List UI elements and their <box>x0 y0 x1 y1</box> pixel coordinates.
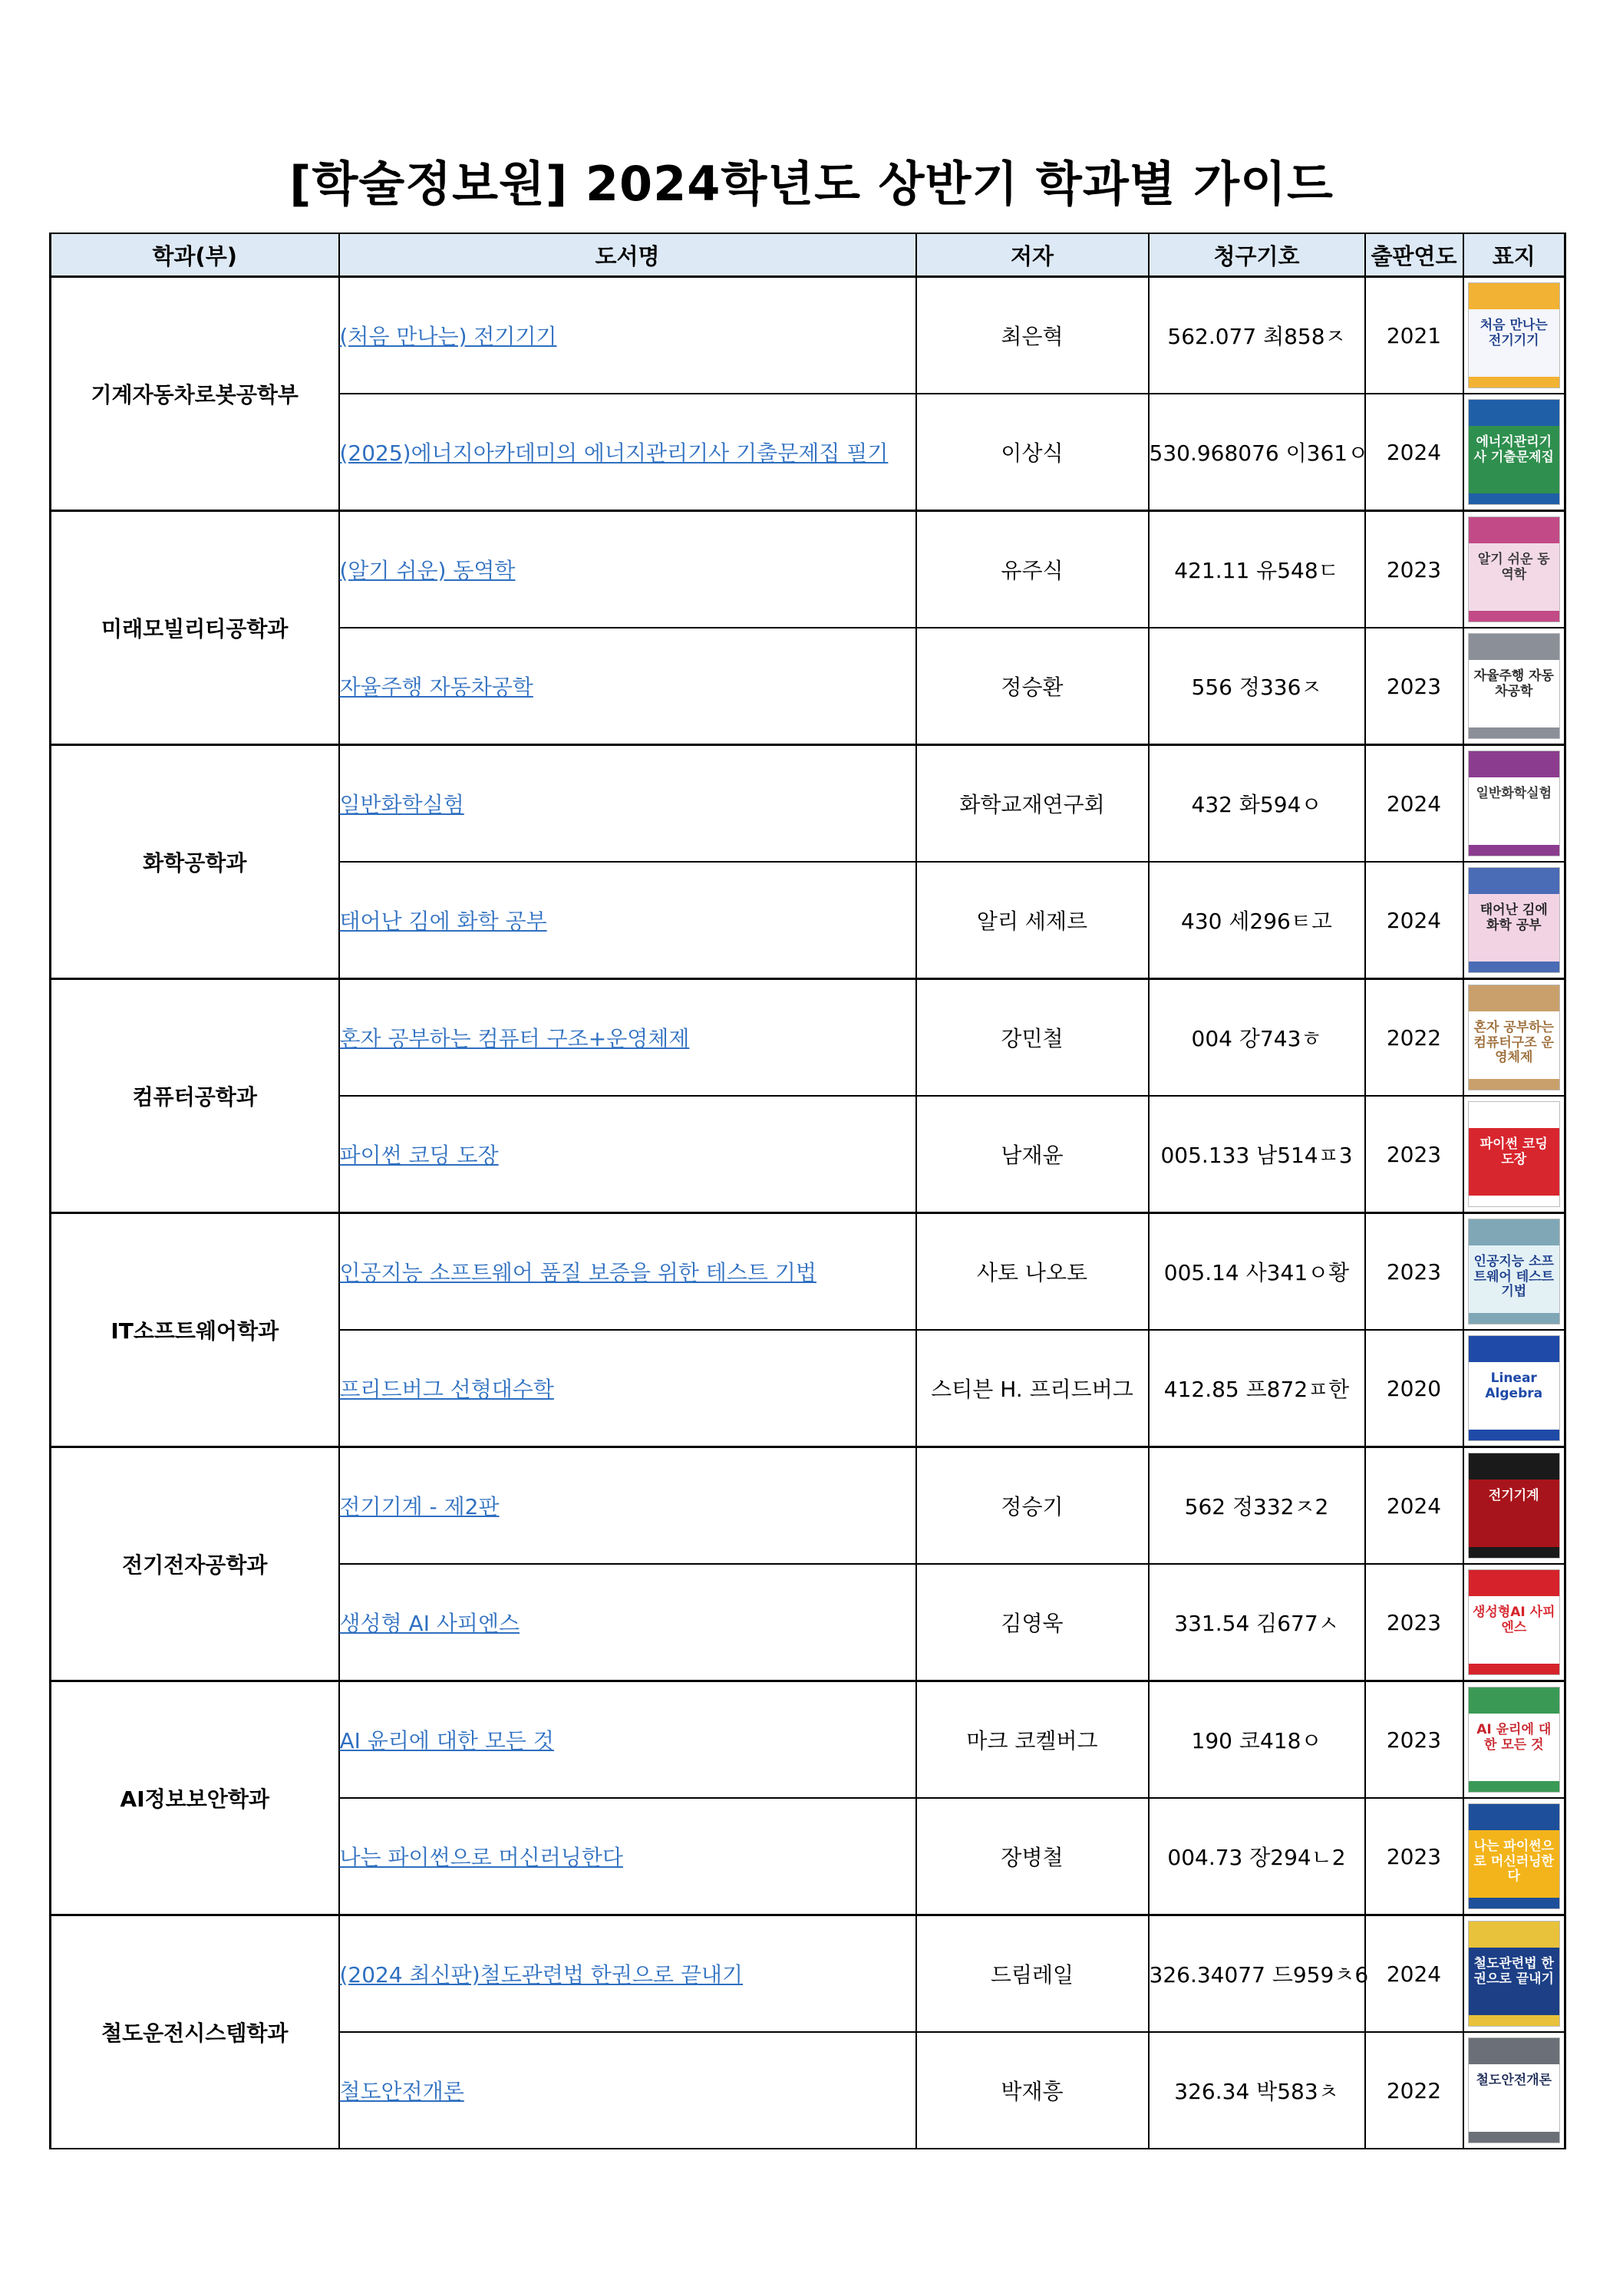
cover-cell <box>1463 2032 1565 2149</box>
publication-year: 2023 <box>1365 1096 1463 1213</box>
cover-cell <box>1463 1096 1565 1213</box>
cover-band-bottom <box>1469 493 1559 504</box>
cover-title-text: 처음 만나는 전기기기 <box>1480 318 1548 348</box>
cover-band-bottom <box>1469 1196 1559 1206</box>
cover-band-top <box>1469 1570 1559 1596</box>
book-author: 정승환 <box>916 628 1149 745</box>
publication-year: 2024 <box>1365 394 1463 511</box>
call-number: 331.54 김677ㅅ <box>1149 1564 1365 1681</box>
book-title-cell <box>339 1915 916 2033</box>
book-title-cell <box>339 745 916 863</box>
publication-year: 2023 <box>1365 1681 1463 1799</box>
book-cover-image[interactable] <box>1468 516 1560 622</box>
book-title-cell <box>339 1447 916 1565</box>
cover-band-bottom <box>1469 1313 1559 1324</box>
cover-band-bottom <box>1469 1664 1559 1674</box>
book-title-link[interactable]: 나는 파이썬으로 머신러닝한다 <box>339 1845 623 1870</box>
book-title-cell <box>339 1330 916 1447</box>
cover-band-bottom <box>1469 727 1559 738</box>
book-title-link[interactable]: 프리드버그 선형대수학 <box>339 1377 554 1402</box>
book-cover-image[interactable] <box>1468 1101 1560 1207</box>
call-number: 005.14 사341ㅇ황 <box>1149 1213 1365 1331</box>
cover-cell <box>1463 1798 1565 1915</box>
book-title-cell <box>339 1096 916 1213</box>
cover-title-text: 인공지능 소프트웨어 테스트 기법 <box>1473 1254 1554 1300</box>
book-author: 강민철 <box>916 979 1149 1097</box>
book-cover-image[interactable] <box>1468 1335 1560 1441</box>
call-number: 004 강743ㅎ <box>1149 979 1365 1097</box>
cover-band-top <box>1469 283 1559 309</box>
book-title-link[interactable]: 일반화학실험 <box>339 792 464 817</box>
cover-cell <box>1463 1915 1565 2033</box>
department-name: 철도운전시스템학과 <box>51 1915 339 2149</box>
publication-year: 2024 <box>1365 1915 1463 2033</box>
cover-band-top <box>1469 1453 1559 1480</box>
cover-band-bottom <box>1469 2015 1559 2026</box>
book-author: 화학교재연구회 <box>916 745 1149 863</box>
cover-cell <box>1463 1564 1565 1681</box>
book-cover-image[interactable] <box>1468 1219 1560 1324</box>
header-pub-year: 출판연도 <box>1365 233 1463 277</box>
cover-title-text: 혼자 공부하는 컴퓨터구조 운영체제 <box>1473 1020 1554 1066</box>
cover-cell <box>1463 979 1565 1097</box>
book-cover-image[interactable] <box>1468 2037 1560 2143</box>
book-cover-image[interactable] <box>1468 750 1560 856</box>
department-name: AI정보보안학과 <box>51 1681 339 1915</box>
book-title-link[interactable]: 인공지능 소프트웨어 품질 보증을 위한 테스트 기법 <box>339 1260 816 1285</box>
publication-year: 2024 <box>1365 745 1463 863</box>
cover-band-top <box>1469 517 1559 543</box>
cover-band-bottom <box>1469 377 1559 388</box>
cover-title-text: 일반화학실험 <box>1476 786 1552 801</box>
department-name: 컴퓨터공학과 <box>51 979 339 1213</box>
book-author: 장병철 <box>916 1798 1149 1915</box>
cover-title-text: 나는 파이썬으로 머신러닝한다 <box>1473 1839 1554 1885</box>
cover-band-bottom <box>1469 1430 1559 1440</box>
header-cover: 표지 <box>1463 233 1565 277</box>
call-number: 005.133 남514ㅍ3 <box>1149 1096 1365 1213</box>
book-cover-image[interactable] <box>1468 399 1560 505</box>
book-title-cell <box>339 979 916 1097</box>
call-number: 326.34 박583ㅊ <box>1149 2032 1365 2149</box>
cover-title-text: 태어난 김에 화학 공부 <box>1480 902 1548 933</box>
cover-title-text: 철도관련법 한권으로 끝내기 <box>1473 1956 1554 1987</box>
book-cover-image[interactable] <box>1468 985 1560 1090</box>
department-guide-table <box>49 233 1566 2149</box>
cover-band-top <box>1469 1687 1559 1714</box>
cover-title-text: 철도안전개론 <box>1476 2073 1552 2088</box>
book-title-cell <box>339 628 916 745</box>
header-dept: 학과(부) <box>51 233 339 277</box>
book-title-link[interactable]: AI 윤리에 대한 모든 것 <box>339 1728 554 1753</box>
cover-cell <box>1463 862 1565 979</box>
book-author: 알리 세제르 <box>916 862 1149 979</box>
book-author: 박재흥 <box>916 2032 1149 2149</box>
table-row <box>51 1447 1565 1565</box>
cover-cell <box>1463 511 1565 628</box>
publication-year: 2020 <box>1365 1330 1463 1447</box>
cover-title-text: 전기기계 <box>1488 1488 1539 1503</box>
header-call-number: 청구기호 <box>1149 233 1365 277</box>
book-cover-image[interactable] <box>1468 282 1560 388</box>
publication-year: 2023 <box>1365 1564 1463 1681</box>
department-name: 전기전자공학과 <box>51 1447 339 1681</box>
book-cover-image[interactable] <box>1468 1453 1560 1559</box>
book-author: 최은혁 <box>916 277 1149 394</box>
cover-band-top <box>1469 868 1559 894</box>
cover-band-top <box>1469 1922 1559 1948</box>
book-cover-image[interactable] <box>1468 1569 1560 1675</box>
cover-cell <box>1463 745 1565 863</box>
cover-band-bottom <box>1469 1898 1559 1908</box>
cover-cell <box>1463 1213 1565 1331</box>
call-number: 430 세296ㅌ고 <box>1149 862 1365 979</box>
cover-title-text: 파이썬 코딩 도장 <box>1480 1136 1548 1167</box>
cover-band-top <box>1469 1219 1559 1245</box>
book-author: 드림레일 <box>916 1915 1149 2033</box>
header-author: 저자 <box>916 233 1149 277</box>
book-title-link[interactable]: (처음 만나는) 전기기기 <box>339 324 557 349</box>
cover-cell <box>1463 1330 1565 1447</box>
book-author: 스티븐 H. 프리드버그 <box>916 1330 1149 1447</box>
book-cover-image[interactable] <box>1468 1687 1560 1793</box>
call-number: 004.73 장294ㄴ2 <box>1149 1798 1365 1915</box>
book-title-cell <box>339 394 916 511</box>
book-author: 유주식 <box>916 511 1149 628</box>
book-title-link[interactable]: (2025)에너지아카데미의 에너지관리기사 기출문제집 필기 <box>339 440 889 466</box>
cover-band-bottom <box>1469 1547 1559 1558</box>
cover-cell <box>1463 1681 1565 1799</box>
header-book-title: 도서명 <box>339 233 916 277</box>
cover-band-top <box>1469 1804 1559 1830</box>
book-title-cell <box>339 1798 916 1915</box>
book-title-link[interactable]: (알기 쉬운) 동역학 <box>339 558 516 583</box>
book-title-link[interactable]: 혼자 공부하는 컴퓨터 구조+운영체제 <box>339 1026 690 1051</box>
book-author: 정승기 <box>916 1447 1149 1565</box>
book-title-link[interactable]: (2024 최신판)철도관련법 한권으로 끝내기 <box>339 1962 744 1988</box>
cover-cell <box>1463 277 1565 394</box>
book-author: 남재윤 <box>916 1096 1149 1213</box>
cover-cell <box>1463 394 1565 511</box>
call-number: 562 정332ㅈ2 <box>1149 1447 1365 1565</box>
cover-band-top <box>1469 1102 1559 1128</box>
cover-band-top <box>1469 1336 1559 1362</box>
page-title: [학술정보원] 2024학년도 상반기 학과별 가이드 <box>289 156 1334 212</box>
cover-cell <box>1463 628 1565 745</box>
call-number: 562.077 최858ㅈ <box>1149 277 1365 394</box>
book-title-cell <box>339 1564 916 1681</box>
book-title-cell <box>339 862 916 979</box>
department-name: 기계자동차로봇공학부 <box>51 277 339 511</box>
call-number: 530.968076 이361ㅇ <box>1149 394 1365 511</box>
department-name: IT소프트웨어학과 <box>51 1213 339 1447</box>
cover-band-top <box>1469 2038 1559 2064</box>
book-title-link[interactable]: 태어난 김에 화학 공부 <box>339 909 547 934</box>
publication-year: 2023 <box>1365 1213 1463 1331</box>
cover-band-bottom <box>1469 845 1559 856</box>
book-cover-image[interactable] <box>1468 867 1560 973</box>
book-title-cell <box>339 277 916 394</box>
call-number: 326.34077 드959ㅊ6 <box>1149 1915 1365 2033</box>
cover-band-bottom <box>1469 962 1559 972</box>
book-cover-image[interactable] <box>1468 633 1560 739</box>
table-row <box>51 979 1565 1097</box>
cover-band-bottom <box>1469 1781 1559 1792</box>
cover-band-bottom <box>1469 2132 1559 2143</box>
cover-band-top <box>1469 985 1559 1011</box>
book-author: 김영욱 <box>916 1564 1149 1681</box>
table-row <box>51 745 1565 863</box>
book-author: 이상식 <box>916 394 1149 511</box>
cover-title-text: 알기 쉬운 동역학 <box>1477 552 1550 582</box>
call-number: 556 정336ㅈ <box>1149 628 1365 745</box>
book-title-cell <box>339 1681 916 1799</box>
book-author: 마크 코켈버그 <box>916 1681 1149 1799</box>
department-name: 미래모빌리티공학과 <box>51 511 339 745</box>
cover-title-text: 생성형AI 사피엔스 <box>1472 1605 1555 1635</box>
book-title-link[interactable]: 자율주행 자동차공학 <box>339 675 533 700</box>
publication-year: 2024 <box>1365 862 1463 979</box>
publication-year: 2023 <box>1365 511 1463 628</box>
book-title-cell <box>339 1213 916 1331</box>
book-author: 사토 나오토 <box>916 1213 1149 1331</box>
call-number: 432 화594ㅇ <box>1149 745 1365 863</box>
cover-title-text: AI 윤리에 대한 모든 것 <box>1476 1722 1552 1753</box>
cover-title-text: 자율주행 자동차공학 <box>1473 668 1554 699</box>
table-row <box>51 1915 1565 2033</box>
publication-year: 2023 <box>1365 1798 1463 1915</box>
book-title-link[interactable]: 생성형 AI 사피엔스 <box>339 1611 520 1636</box>
call-number: 190 코418ㅇ <box>1149 1681 1365 1799</box>
publication-year: 2024 <box>1365 1447 1463 1565</box>
table-row <box>51 1213 1565 1331</box>
cover-band-top <box>1469 751 1559 777</box>
table-row <box>51 277 1565 394</box>
book-cover-image[interactable] <box>1468 1803 1560 1909</box>
book-title-link[interactable]: 철도안전개론 <box>339 2079 464 2104</box>
department-name: 화학공학과 <box>51 745 339 979</box>
publication-year: 2021 <box>1365 277 1463 394</box>
cover-band-top <box>1469 400 1559 426</box>
publication-year: 2022 <box>1365 979 1463 1097</box>
cover-band-bottom <box>1469 1079 1559 1090</box>
cover-band-top <box>1469 634 1559 660</box>
book-title-cell <box>339 511 916 628</box>
book-cover-image[interactable] <box>1468 1921 1560 2027</box>
header-row <box>51 233 1565 277</box>
book-title-link[interactable]: 파이썬 코딩 도장 <box>339 1143 499 1168</box>
publication-year: 2022 <box>1365 2032 1463 2149</box>
cover-cell <box>1463 1447 1565 1565</box>
table-row <box>51 511 1565 628</box>
call-number: 421.11 유548ㄷ <box>1149 511 1365 628</box>
cover-title-text: 에너지관리기사 기출문제집 <box>1473 434 1554 465</box>
call-number: 412.85 프872ㅍ한 <box>1149 1330 1365 1447</box>
book-title-link[interactable]: 전기기계 - 제2판 <box>339 1494 500 1519</box>
book-title-cell <box>339 2032 916 2149</box>
publication-year: 2023 <box>1365 628 1463 745</box>
cover-band-bottom <box>1469 611 1559 622</box>
table-row <box>51 1681 1565 1799</box>
cover-title-text: Linear Algebra <box>1485 1371 1543 1401</box>
